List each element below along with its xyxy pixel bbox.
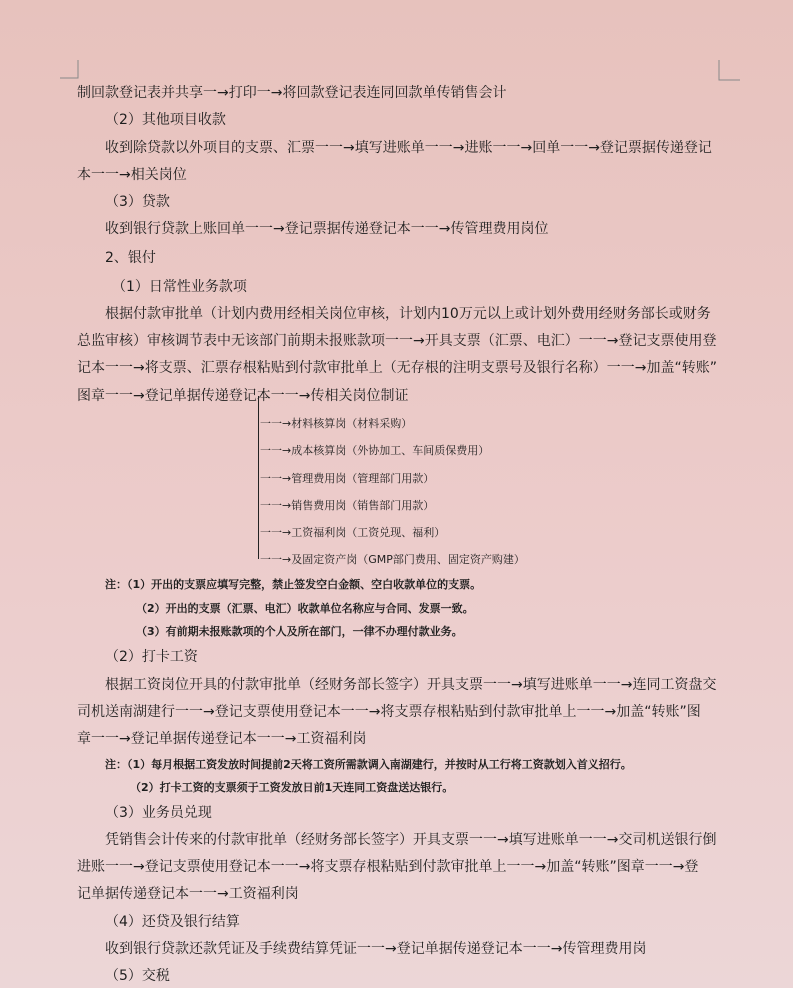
note-line: 注：（1）开出的支票应填写完整，禁止签发空白金额、空白收款单位的支票。 [105, 578, 482, 591]
section-heading: （2）打卡工资 [105, 649, 198, 665]
section-heading: （3）业务员兑现 [105, 805, 212, 821]
section-heading: （4）还贷及银行结算 [105, 914, 240, 930]
tree-branch: 一一→销售费用岗（销售部门用款） [260, 499, 435, 512]
body-line: 根据工资岗位开具的付款审批单（经财务部长签字）开具支票一一→填写进账单一一→连同工资盘交 [105, 677, 717, 693]
body-line: 记单据传递登记本一一→工资福利岗 [77, 886, 299, 902]
body-line: 进账一一→登记支票使用登记本一一→将支票存根粘贴到付款审批单上一一→加盖“转账”图章一一→登 [77, 859, 699, 875]
note-line: （2）打卡工资的支票须于工资发放日前1天连同工资盘送达银行。 [130, 781, 454, 794]
page-corner-mark-left [60, 60, 80, 80]
body-line: 司机送南湖建行一一→登记支票使用登记本一一→将支票存根粘贴到付款审批单上一一→加盖“转账”图 [77, 704, 701, 720]
body-line: 收到除贷款以外项目的支票、汇票一一→填写进账单一一→进账一一→回单一一→登记票据传递登记 [105, 140, 712, 156]
tree-branch: 一一→及固定资产岗（GMP部门费用、固定资产购建） [260, 553, 525, 566]
tree-branch: 一一→成本核算岗（外协加工、车间质保费用） [260, 444, 490, 457]
note-line: （3）有前期未报账款项的个人及所在部门，一律不办理付款业务。 [136, 625, 463, 638]
tree-branch: 一一→管理费用岗（管理部门用款） [260, 472, 435, 485]
note-line: 注：（1）每月根据工资发放时间提前2天将工资所需款调入南湖建行，并按时从工行将工资款划入首义招行。 [105, 758, 632, 771]
section-heading: （5）交税 [105, 968, 170, 984]
body-line: 收到银行贷款还款凭证及手续费结算凭证一一→登记单据传递登记本一一→传管理费用岗 [105, 941, 647, 957]
body-line: 制回款登记表并共享一→打印一→将回款登记表连同回款单传销售会计 [77, 85, 507, 101]
section-heading: （1）日常性业务款项 [112, 279, 247, 295]
page-corner-mark-right [718, 60, 740, 82]
note-line: （2）开出的支票（汇票、电汇）收款单位名称应与合同、发票一致。 [136, 602, 474, 615]
body-line: 图章一一→登记单据传递登记本一一→传相关岗位制证 [77, 388, 409, 404]
body-line: 根据付款审批单（计划内费用经相关岗位审核，计划内10万元以上或计划外费用经财务部长或财务 [105, 306, 711, 322]
body-line: 本一一→相关岗位 [77, 167, 187, 183]
body-line: 章一一→登记单据传递登记本一一→工资福利岗 [77, 731, 367, 747]
tree-branch: 一一→工资福利岗（工资兑现、福利） [260, 526, 446, 539]
section-heading: 2、银付 [105, 250, 156, 266]
body-line: 记本一一→将支票、汇票存根粘贴到付款审批单上（无存根的注明支票号及银行名称）一一→加盖“转账” [77, 360, 717, 376]
body-line: 凭销售会计传来的付款审批单（经财务部长签字）开具支票一一→填写进账单一一→交司机送银行倒 [105, 832, 717, 848]
body-line: 收到银行贷款上账回单一一→登记票据传递登记本一一→传管理费用岗位 [105, 221, 549, 237]
tree-branch: 一一→材料核算岗（材料采购） [260, 417, 413, 430]
body-line: 总监审核）审核调节表中无该部门前期未报账款项一一→开具支票（汇票、电汇）一一→登记支票使用登 [77, 333, 717, 349]
section-heading: （3）贷款 [105, 194, 170, 210]
section-heading: （2）其他项目收款 [105, 112, 226, 128]
